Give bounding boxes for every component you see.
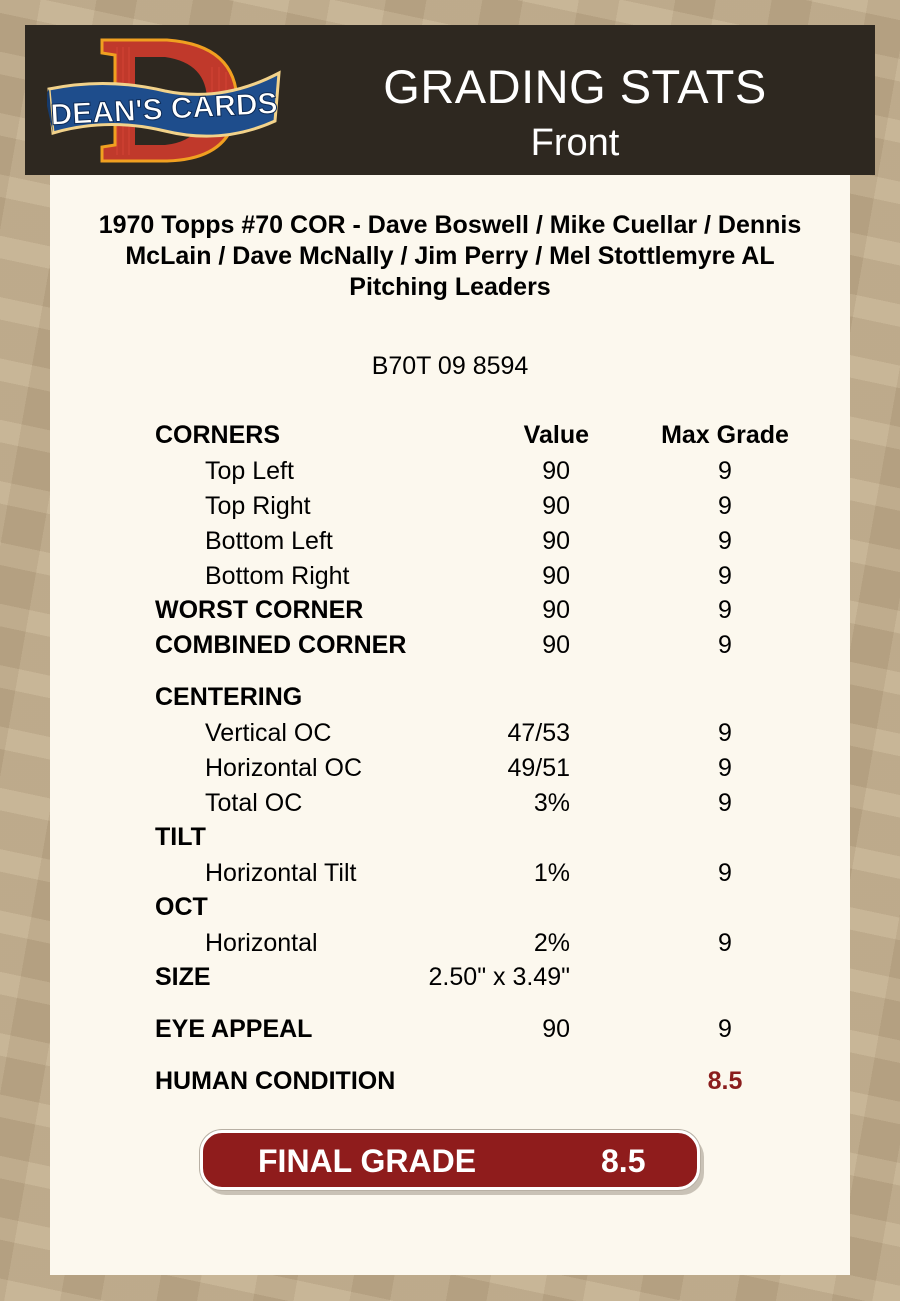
- final-grade-value: 8.5: [601, 1143, 646, 1179]
- corners-header-row: [0, 421, 900, 453]
- stat-row-bottom-right: Bottom Right 90 9: [205, 562, 732, 590]
- oct-heading-row: [0, 893, 900, 925]
- cert-number: B70T 09 8594: [371, 352, 529, 380]
- final-grade-badge: [200, 1130, 700, 1190]
- card-title: 1970 Topps #70 COR - Dave Boswell / Mike Cuellar / Dennis McLain / Dave McNally / Jim Perry / Mel Stottlemyre AL Pitching Leaders: [98, 211, 802, 301]
- tilt-heading-row: [0, 823, 900, 855]
- stat-row-top-right: Top Right 90 9: [205, 492, 732, 520]
- stat-row-combined-corner: COMBINED CORNER 90 9: [155, 631, 732, 659]
- stat-row-horizontal-oc: Horizontal OC 49/51 9: [205, 754, 732, 782]
- max-grade-column-header: Max Grade: [661, 421, 789, 449]
- oct-heading: OCT: [155, 893, 208, 921]
- page-subtitle: Front: [530, 122, 620, 164]
- stat-row-size: SIZE 2.50" x 3.49": [155, 963, 570, 991]
- human-condition-grade: 8.5: [707, 1067, 743, 1095]
- page-title: GRADING STATS: [383, 60, 767, 113]
- tilt-heading: TILT: [155, 823, 206, 851]
- centering-heading-row: [0, 683, 900, 715]
- stat-row-vertical-oc: Vertical OC 47/53 9: [205, 719, 732, 747]
- stat-row-oct-horizontal: Horizontal 2% 9: [205, 929, 732, 957]
- stat-row-human-condition: HUMAN CONDITION 8.5: [0, 1067, 900, 1099]
- header-bar: [25, 25, 875, 175]
- stat-row-eye-appeal: EYE APPEAL 90 9: [155, 1015, 732, 1043]
- corners-heading: CORNERS: [155, 421, 281, 449]
- logo-text: DEAN'S CARDS: [49, 87, 279, 132]
- deans-cards-logo: [47, 37, 282, 163]
- value-column-header: Value: [523, 421, 589, 449]
- stat-row-horizontal-tilt: Horizontal Tilt 1% 9: [205, 859, 732, 887]
- stat-row-bottom-left: Bottom Left 90 9: [205, 527, 732, 555]
- stat-row-top-left: Top Left 90 9: [205, 457, 732, 485]
- centering-heading: CENTERING: [155, 683, 303, 711]
- final-grade-label: FINAL GRADE: [258, 1143, 477, 1179]
- stat-row-worst-corner: WORST CORNER 90 9: [155, 596, 732, 624]
- stat-row-total-oc: Total OC 3% 9: [205, 789, 732, 817]
